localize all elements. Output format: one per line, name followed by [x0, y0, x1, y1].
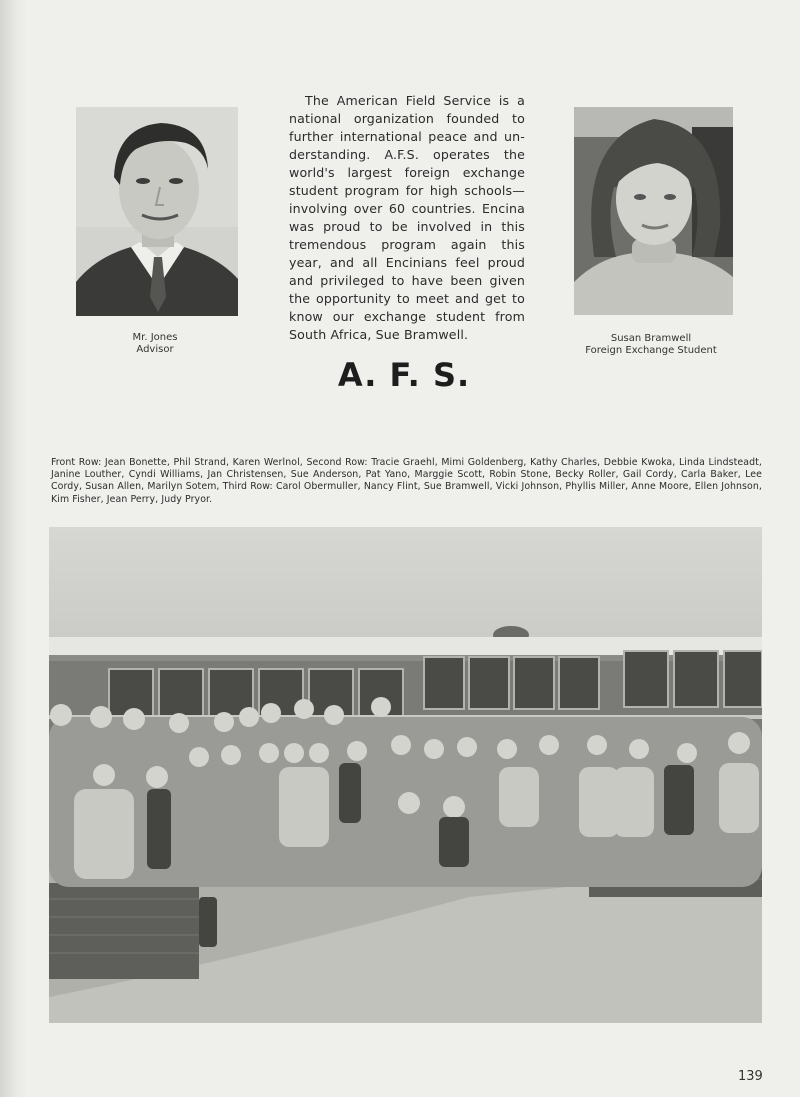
advisor-role: Advisor [136, 344, 174, 355]
advisor-name: Mr. Jones [132, 332, 178, 343]
intro-line: the opportunity to meet and get to [289, 291, 525, 306]
group-roster-caption: Front Row: Jean Bonette, Phil Strand, Karen Werlnol, Second Row: Tracie Graehl, Mimi Goldenberg, Kathy Charles, Debbie Kwoka, Linda Lindsteadt, Janine Louther, Cyndi Williams, Jan Christensen, Sue Anderson, Pat Yano, Marggie Scott, Robin Stone, Becky Roller, Gail Cordy, Carla Baker, Lee Cordy, Susan Allen, Marilyn Sotem, Third Row: Carol Obermuller, Nancy Flint, Sue Bramwell, Vicki Johnson, Phyllis Miller, Anne Moore, Ellen Johnson, Kim Fisher, Jean Perry, Judy Pryor. [51, 457, 762, 505]
advisor-portrait [76, 107, 238, 316]
group-photo [49, 527, 762, 1023]
intro-line: derstanding. A.F.S. operates the [289, 147, 525, 162]
student-portrait [574, 107, 733, 315]
intro-line: year, and all Encinians feel proud [289, 255, 525, 270]
student-caption [580, 333, 722, 357]
page-number: 139 [738, 1069, 763, 1084]
intro-line: was proud to be involved in this [289, 219, 525, 234]
advisor-portrait-graphic [76, 107, 238, 316]
intro-line: world's largest foreign exchange [289, 165, 525, 180]
page-spine-shadow [0, 0, 28, 1097]
intro-line: national organization founded to [289, 111, 525, 126]
intro-line: involving over 60 countries. Encina [289, 201, 525, 216]
page-title: A. F. S. [337, 356, 471, 394]
intro-line: further international peace and un- [289, 129, 525, 144]
student-name: Susan Bramwell [610, 333, 692, 344]
intro-line: tremendous program again this [289, 237, 525, 252]
intro-line: South Africa, Sue Bramwell. [289, 327, 469, 342]
intro-line: and privileged to have been given [289, 273, 525, 288]
intro-line: The American Field Service is a [305, 93, 525, 108]
advisor-caption [110, 332, 200, 356]
intro-paragraph [289, 92, 525, 344]
intro-line: student program for high schools— [289, 183, 525, 198]
student-portrait-graphic [574, 107, 733, 315]
group-photo-graphic [49, 527, 762, 1023]
intro-line: know our exchange student from [289, 309, 525, 324]
student-role: Foreign Exchange Student [585, 345, 717, 356]
